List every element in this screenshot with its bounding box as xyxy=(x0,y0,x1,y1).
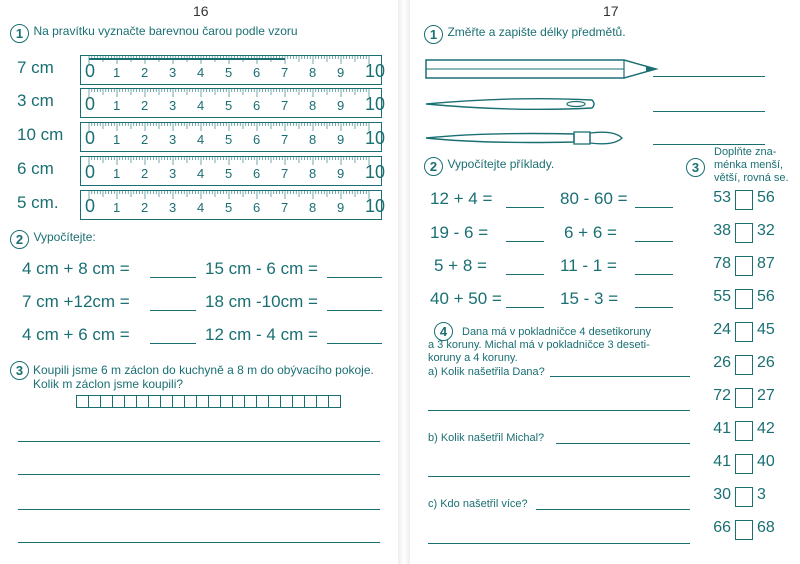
task-number: 2 xyxy=(424,157,443,176)
length-label: 6 cm xyxy=(17,159,54,178)
answer-line[interactable] xyxy=(150,277,196,278)
writing-line[interactable] xyxy=(18,441,380,442)
compare-left-number: 26 xyxy=(713,354,731,371)
ruler-number: 7 xyxy=(281,65,289,80)
compare-right-number: 56 xyxy=(757,288,775,305)
ruler-number: 9 xyxy=(337,166,345,181)
compare-left-number: 30 xyxy=(713,486,731,503)
ruler-number: 2 xyxy=(141,65,149,80)
ruler-number: 8 xyxy=(309,132,317,147)
length-label: 5 cm. xyxy=(17,193,59,212)
right-page xyxy=(410,0,800,564)
compare-left-number: 53 xyxy=(713,189,731,206)
question-b: b) Kolik našetřil Michal? xyxy=(428,432,545,444)
ruler-number: 5 xyxy=(225,132,233,147)
page-number: 16 xyxy=(193,3,209,19)
task-number: 2 xyxy=(10,230,29,249)
equation: 12 cm - 4 cm = xyxy=(205,325,318,344)
ruler[interactable] xyxy=(80,122,386,152)
task-3-text: ménka menší, xyxy=(714,159,784,171)
ruler-number: 2 xyxy=(141,132,149,147)
equation: 4 cm + 6 cm = xyxy=(22,325,130,344)
task-1 xyxy=(424,25,626,44)
comparison-box[interactable] xyxy=(735,322,753,342)
ruler-number: 10 xyxy=(365,196,386,216)
question-a: a) Kolik našetřila Dana? xyxy=(428,366,545,378)
answer-line[interactable] xyxy=(536,509,690,510)
task-4-text: a 3 koruny. Michal má v pokladničce 3 deseti- xyxy=(428,339,650,351)
ruler[interactable] xyxy=(80,55,386,85)
ruler[interactable] xyxy=(80,88,386,118)
comparison-box[interactable] xyxy=(735,355,753,375)
comparison-box[interactable] xyxy=(735,487,753,507)
ruler-number: 6 xyxy=(253,65,261,80)
ruler-number: 4 xyxy=(197,132,205,147)
ruler-number: 4 xyxy=(197,166,205,181)
compare-right-number: 45 xyxy=(757,321,775,338)
ruler-number: 8 xyxy=(309,166,317,181)
equation: 40 + 50 = xyxy=(430,289,502,308)
ruler-number: 3 xyxy=(169,98,177,113)
ruler-number: 5 xyxy=(225,65,233,80)
length-label: 7 cm xyxy=(17,58,54,77)
equation: 18 cm -10cm = xyxy=(205,292,318,311)
task-4-text: koruny a 4 koruny. xyxy=(428,352,518,364)
ruler-number: 3 xyxy=(169,65,177,80)
ruler-number: 7 xyxy=(281,132,289,147)
ruler-number: 2 xyxy=(141,200,149,215)
answer-grid[interactable] xyxy=(76,395,340,408)
compare-right-number: 68 xyxy=(757,519,775,536)
ruler-number: 7 xyxy=(281,200,289,215)
compare-left-number: 78 xyxy=(713,255,731,272)
comparison-box[interactable] xyxy=(735,388,753,408)
answer-line[interactable] xyxy=(327,310,382,311)
ruler-number: 1 xyxy=(113,166,121,181)
writing-line[interactable] xyxy=(18,474,380,475)
compare-left-number: 66 xyxy=(713,519,731,536)
task-number: 4 xyxy=(434,322,453,341)
ruler-number: 9 xyxy=(337,200,345,215)
ruler-number: 5 xyxy=(225,98,233,113)
compare-right-number: 56 xyxy=(757,189,775,206)
comparison-box[interactable] xyxy=(735,256,753,276)
answer-line[interactable] xyxy=(428,410,690,411)
task-3-text: Doplňte zna- xyxy=(714,146,777,158)
answer-line[interactable] xyxy=(556,443,690,444)
ruler-number: 7 xyxy=(281,166,289,181)
ruler-number: 0 xyxy=(85,162,96,182)
equation: 15 - 3 = xyxy=(560,289,619,308)
pencil-icon xyxy=(424,56,659,82)
equation: 7 cm +12cm = xyxy=(22,292,130,311)
ruler-number: 6 xyxy=(253,132,261,147)
answer-line[interactable] xyxy=(653,111,765,112)
comparison-box[interactable] xyxy=(735,421,753,441)
answer-line[interactable] xyxy=(635,241,673,242)
ruler-number: 3 xyxy=(169,200,177,215)
task-3-text: Koupili jsme 6 m záclon do kuchyně a 8 m do obývacího pokoje. xyxy=(33,363,374,377)
answer-line[interactable] xyxy=(150,343,196,344)
task-number: 1 xyxy=(10,24,29,43)
compare-left-number: 41 xyxy=(713,420,731,437)
answer-line[interactable] xyxy=(506,307,544,308)
ruler-number: 6 xyxy=(253,200,261,215)
ruler-number: 10 xyxy=(365,94,386,114)
equation: 11 - 1 = xyxy=(560,256,617,275)
ruler-number: 3 xyxy=(169,132,177,147)
compare-right-number: 32 xyxy=(757,222,775,239)
compare-left-number: 55 xyxy=(713,288,731,305)
ruler-number: 1 xyxy=(113,65,121,80)
task-3-question: Kolik m záclon jsme koupili? xyxy=(33,377,184,391)
compare-left-number: 38 xyxy=(713,222,731,239)
grid-cell[interactable] xyxy=(328,395,341,408)
task-1-instruction: Na pravítku vyznačte barevnou čarou podle vzoru xyxy=(33,24,298,38)
compare-right-number: 3 xyxy=(757,486,766,503)
answer-line[interactable] xyxy=(635,307,673,308)
compare-right-number: 27 xyxy=(757,387,775,404)
answer-line[interactable] xyxy=(635,274,673,275)
equation: 19 - 6 = xyxy=(430,223,489,242)
ruler-number: 5 xyxy=(225,166,233,181)
equation: 80 - 60 = xyxy=(560,189,628,208)
length-label: 3 cm xyxy=(17,91,54,110)
ruler-number: 9 xyxy=(337,65,345,80)
question-c: c) Kdo našetřil více? xyxy=(428,498,528,510)
ruler-number: 5 xyxy=(225,200,233,215)
ruler[interactable] xyxy=(80,156,386,186)
task-2-instruction: Vypočítejte: xyxy=(33,230,96,244)
length-label: 10 cm xyxy=(17,125,64,144)
task-number: 3 xyxy=(686,158,705,177)
ruler-number: 7 xyxy=(281,98,289,113)
task-2-instruction: Vypočítejte příklady. xyxy=(447,157,555,171)
equation: 4 cm + 8 cm = xyxy=(22,259,130,278)
page-number: 17 xyxy=(603,3,619,19)
compare-left-number: 72 xyxy=(713,387,731,404)
needle-icon xyxy=(424,94,596,114)
ruler[interactable] xyxy=(80,190,386,220)
comparison-box[interactable] xyxy=(735,190,753,210)
comparison-box[interactable] xyxy=(735,289,753,309)
answer-line[interactable] xyxy=(653,144,765,145)
sample-line xyxy=(89,58,285,60)
comparison-box[interactable] xyxy=(735,223,753,243)
answer-line[interactable] xyxy=(653,76,765,77)
ruler-number: 3 xyxy=(169,166,177,181)
task-number: 3 xyxy=(10,361,29,380)
ruler-number: 4 xyxy=(197,200,205,215)
task-number: 1 xyxy=(424,25,443,44)
ruler-number: 9 xyxy=(337,132,345,147)
equation: 15 cm - 6 cm = xyxy=(205,259,318,278)
ruler-number: 1 xyxy=(113,132,121,147)
ruler-number: 6 xyxy=(253,166,261,181)
equation: 5 + 8 = xyxy=(434,256,487,275)
task-1-instruction: Změřte a zapište délky předmětů. xyxy=(447,25,626,39)
answer-line[interactable] xyxy=(506,207,544,208)
answer-line[interactable] xyxy=(506,274,544,275)
ruler-number: 10 xyxy=(365,61,386,81)
ruler-number: 1 xyxy=(113,98,121,113)
equation: 6 + 6 = xyxy=(564,223,617,242)
task-1 xyxy=(10,24,298,43)
ruler-number: 0 xyxy=(85,94,96,114)
equation: 12 + 4 = xyxy=(430,189,493,208)
task-2 xyxy=(10,230,96,249)
comparison-box[interactable] xyxy=(735,454,753,474)
answer-line[interactable] xyxy=(550,376,690,377)
task-3-text: větší, rovná se. xyxy=(714,172,789,184)
ruler-number: 4 xyxy=(197,98,205,113)
compare-left-number: 24 xyxy=(713,321,731,338)
brush-icon xyxy=(424,126,624,150)
ruler-number: 2 xyxy=(141,98,149,113)
ruler-number: 4 xyxy=(197,65,205,80)
answer-line[interactable] xyxy=(327,343,382,344)
ruler-number: 8 xyxy=(309,65,317,80)
compare-left-number: 41 xyxy=(713,453,731,470)
ruler-number: 0 xyxy=(85,61,96,81)
answer-line[interactable] xyxy=(635,207,673,208)
task-2 xyxy=(424,157,554,176)
ruler-number: 10 xyxy=(365,128,386,148)
compare-right-number: 87 xyxy=(757,255,775,272)
ruler-number: 2 xyxy=(141,166,149,181)
answer-line[interactable] xyxy=(327,277,382,278)
book-gutter xyxy=(398,0,410,564)
ruler-number: 9 xyxy=(337,98,345,113)
compare-right-number: 26 xyxy=(757,354,775,371)
ruler-number: 8 xyxy=(309,98,317,113)
answer-line[interactable] xyxy=(506,241,544,242)
ruler-number: 0 xyxy=(85,196,96,216)
task-3 xyxy=(686,158,705,177)
answer-line[interactable] xyxy=(428,476,690,477)
writing-line[interactable] xyxy=(18,542,380,543)
ruler-number: 1 xyxy=(113,200,121,215)
ruler-number: 8 xyxy=(309,200,317,215)
compare-right-number: 42 xyxy=(757,420,775,437)
answer-line[interactable] xyxy=(428,543,690,544)
writing-line[interactable] xyxy=(18,509,380,510)
task-4-text: Dana má v pokladničce 4 desetikoruny xyxy=(462,326,651,338)
ruler-number: 0 xyxy=(85,128,96,148)
answer-line[interactable] xyxy=(150,310,196,311)
task-3 xyxy=(10,361,29,380)
compare-right-number: 40 xyxy=(757,453,775,470)
ruler-number: 6 xyxy=(253,98,261,113)
comparison-box[interactable] xyxy=(735,520,753,540)
ruler-number: 10 xyxy=(365,162,386,182)
